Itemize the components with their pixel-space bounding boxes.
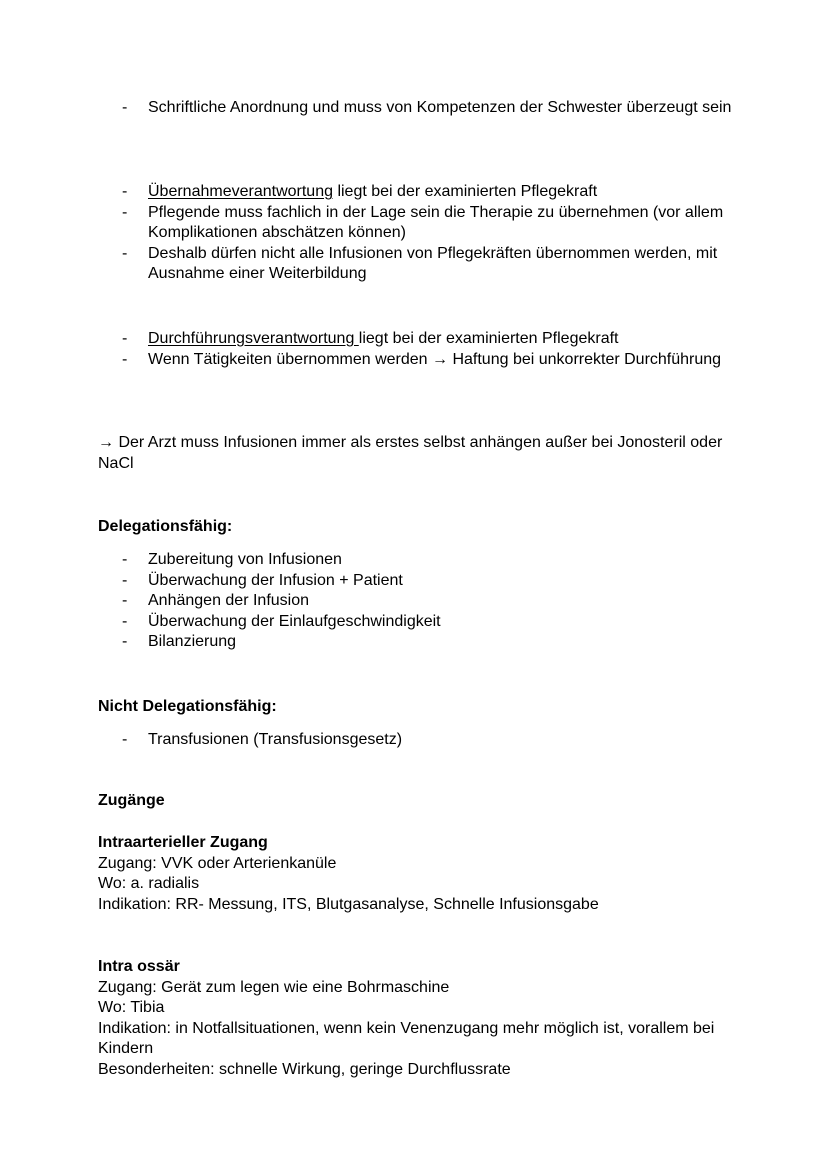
takeover-responsibility-list xyxy=(0,182,828,285)
bullet-dash: - xyxy=(122,731,128,748)
execution-responsibility-list xyxy=(0,329,828,370)
intraarterial-heading: Intraarterieller Zugang xyxy=(98,834,268,851)
bullet-dash: - xyxy=(122,350,128,368)
delegation-heading: Delegationsfähig: xyxy=(98,518,233,535)
section-line: Besonderheiten: schnelle Wirkung, geringe Durchflussrate xyxy=(98,1060,511,1078)
non-delegation-heading: Nicht Delegationsfähig: xyxy=(98,698,277,715)
bullet-dash: - xyxy=(122,99,128,116)
bullet-dash: - xyxy=(122,244,128,262)
list-item xyxy=(0,612,828,633)
list-item-text: liegt bei der examinierten Pflegekraft xyxy=(333,183,598,200)
bullet-dash: - xyxy=(122,612,128,630)
list-item xyxy=(0,98,828,119)
list-item-text: liegt bei der examinierten Pflegekraft xyxy=(358,330,619,347)
section-line: Wo: a. radialis xyxy=(98,875,200,893)
intraosseous-section xyxy=(0,957,828,1081)
section-line: Indikation: in Notfallsituationen, wenn kein Venenzugang mehr möglich ist, vorallem bei Kindern xyxy=(98,1019,715,1058)
bullet-dash: - xyxy=(122,203,128,221)
list-item xyxy=(0,632,828,653)
list-item-text: Überwachung der Infusion + Patient xyxy=(148,571,403,589)
list-item xyxy=(0,182,828,203)
list-item xyxy=(0,329,828,350)
doctor-note: → Der Arzt muss Infusionen immer als erstes selbst anhängen außer bei Jonosteril oder NaCl xyxy=(98,434,723,472)
list-item-text: Zubereitung von Infusionen xyxy=(148,551,342,568)
list-item xyxy=(0,730,828,751)
list-item xyxy=(0,571,828,592)
section-line: Wo: Tibia xyxy=(98,999,165,1017)
delegation-list xyxy=(0,550,828,653)
list-item-text: Überwachung der Einlaufgeschwindigkeit xyxy=(148,612,441,630)
list-item xyxy=(0,550,828,571)
bullet-dash: - xyxy=(122,330,128,347)
list-item xyxy=(0,591,828,612)
list-item-text: Schriftliche Anordnung und muss von Kompetenzen der Schwester überzeugt sein xyxy=(148,99,732,116)
section-line: Indikation: RR- Messung, ITS, Blutgasanalyse, Schnelle Infusionsgabe xyxy=(98,895,599,913)
list-item-text: Transfusionen (Transfusionsgesetz) xyxy=(148,731,403,748)
list-item-text: Deshalb dürfen nicht alle Infusionen von Pflegekräften übernommen werden, mit Ausnahme einer Weiterbildung xyxy=(148,244,718,283)
list-item-text: Wenn Tätigkeiten übernommen werden → Haftung bei unkorrekter Durchführung xyxy=(148,350,722,368)
bullet-dash: - xyxy=(122,592,128,610)
bullet-dash: - xyxy=(122,551,128,568)
bullet-dash: - xyxy=(122,183,128,200)
list-item xyxy=(0,203,828,244)
underlined-term: Durchführungsverantwortung xyxy=(148,330,359,347)
section-line: Zugang: Gerät zum legen wie eine Bohrmaschine xyxy=(98,978,450,996)
list-item-text: Anhängen der Infusion xyxy=(148,592,310,610)
list-item-text: Pflegende muss fachlich in der Lage sein die Therapie zu übernehmen (vor allem Komplikationen abschätzen können) xyxy=(148,203,724,242)
bullet-dash: - xyxy=(122,571,128,589)
bullet-dash: - xyxy=(122,633,128,651)
list-item-text: Bilanzierung xyxy=(148,633,237,651)
access-heading: Zugänge xyxy=(98,792,165,809)
order-bullet-list xyxy=(0,98,828,119)
list-item xyxy=(0,244,828,285)
underlined-term: Übernahmeverantwortung xyxy=(148,183,333,200)
list-item xyxy=(0,350,828,371)
intraarterial-section xyxy=(0,833,828,915)
non-delegation-list xyxy=(0,730,828,751)
intraosseous-heading: Intra ossär xyxy=(98,958,180,975)
section-line: Zugang: VVK oder Arterienkanüle xyxy=(98,854,337,872)
